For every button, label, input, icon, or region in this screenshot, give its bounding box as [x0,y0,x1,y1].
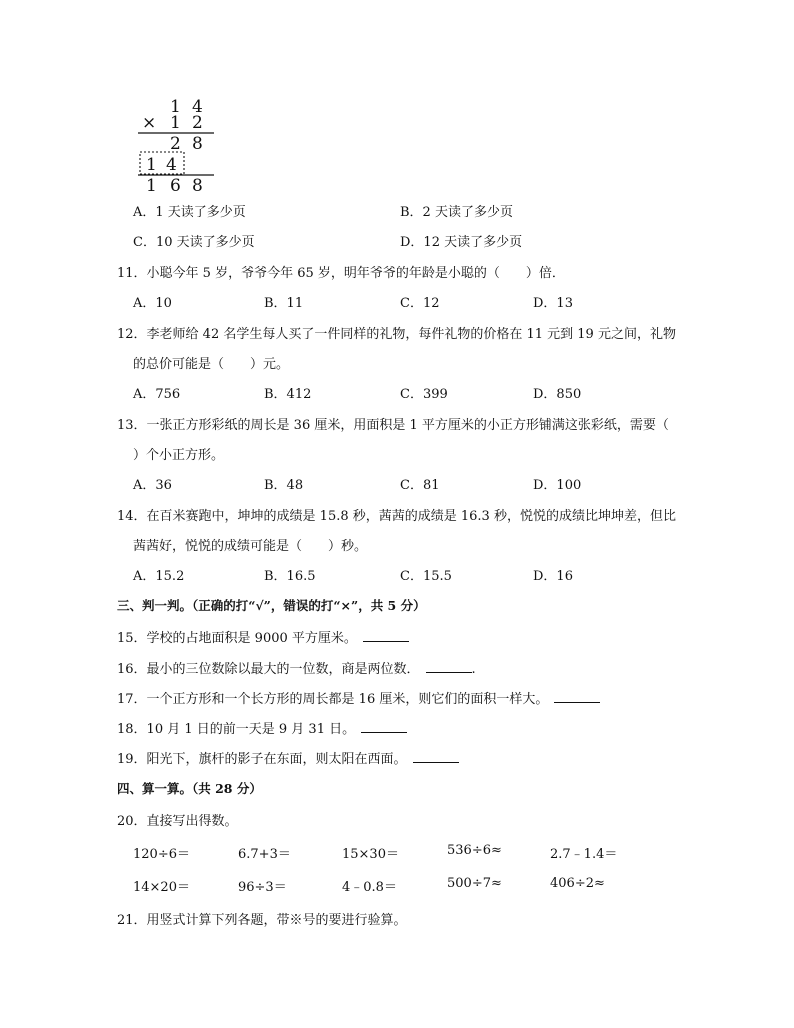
q14-line1: 14．在百米赛跑中，坤坤的成绩是 15.8 秒，茜茜的成绩是 16.3 秒，悦悦的成绩比坤坤差，但比 [117,509,676,524]
calc-item: 96÷3＝ [238,880,287,895]
fig-digit: 1 [146,155,157,175]
fig-digit: 8 [192,176,203,194]
vertical-multiplication-figure [136,96,216,194]
fig-operator: × [142,113,157,133]
q13-option-a[interactable]: A．36 [133,478,172,493]
q14-option-b[interactable]: B．16.5 [264,569,316,584]
q10-option-b[interactable]: B．2 天读了多少页 [400,205,513,220]
q11-option-d[interactable]: D．13 [533,296,573,311]
fig-digit: 4 [166,155,177,175]
calc-item: 120÷6＝ [133,847,190,862]
q12-line2: 的总价可能是（ ）元。 [133,357,290,372]
q14-option-c[interactable]: C．15.5 [400,569,452,584]
section-four-heading: 四、算一算。（共 28 分） [117,781,262,796]
q13-option-c[interactable]: C．81 [400,478,440,493]
q11-option-b[interactable]: B．11 [264,296,304,311]
judge-item-16 [117,658,476,677]
judge-text: 18．10 月 1 日的前一天是 9 月 31 日。 [117,722,356,737]
q12-option-a[interactable]: A．756 [133,387,181,402]
answer-blank[interactable] [361,720,407,733]
judge-item-15 [117,627,409,646]
answer-blank[interactable] [363,629,409,642]
judge-text: 16．最小的三位数除以最大的一位数，商是两位数． [117,662,420,677]
judge-suffix: . [471,662,476,677]
q11-text: 11．小聪今年 5 岁，爷爷今年 65 岁，明年爷爷的年龄是小聪的（ ）倍． [117,266,565,281]
q11-option-c[interactable]: C．12 [400,296,440,311]
calc-item: 500÷7≈ [447,876,502,891]
calc-item: 6.7+3＝ [238,847,291,862]
judge-item-17 [117,688,600,707]
fig-digit: 8 [192,134,203,154]
q12-option-b[interactable]: B．412 [264,387,312,402]
q13-option-d[interactable]: D．100 [533,478,582,493]
answer-blank[interactable] [413,750,459,763]
judge-text: 15．学校的占地面积是 9000 平方厘米。 [117,631,357,646]
judge-text: 19．阳光下，旗杆的影子在东面，则太阳在西面。 [117,752,407,767]
q11-option-a[interactable]: A．10 [133,296,172,311]
calc-item: 14×20＝ [133,880,190,895]
calc-item: 2.7﹣1.4＝ [550,847,618,862]
judge-item-18 [117,718,407,737]
q13-line2: ）个小正方形。 [133,448,225,463]
q13-option-b[interactable]: B．48 [264,478,304,493]
fig-digit: 1 [146,176,157,194]
q14-option-d[interactable]: D．16 [533,569,573,584]
judge-text: 17．一个正方形和一个长方形的周长都是 16 厘米，则它们的面积一样大。 [117,692,549,707]
q13-line1: 13．一张正方形彩纸的周长是 36 厘米，用面积是 1 平方厘米的小正方形铺满这张彩纸，需要（ [117,418,669,433]
q12-option-c[interactable]: C．399 [400,387,448,402]
q10-option-a[interactable]: A．1 天读了多少页 [133,205,246,220]
fig-digit: 2 [192,113,203,133]
q20-text: 20．直接写出得数。 [117,814,238,829]
fig-digit: 1 [170,97,181,117]
calc-item: 536÷6≈ [447,843,502,858]
q10-option-c[interactable]: C．10 天读了多少页 [133,235,255,250]
answer-blank[interactable] [426,660,472,673]
fig-digit: 6 [170,176,181,194]
fig-digit: 4 [192,97,203,117]
q14-line2: 茜茜好，悦悦的成绩可能是（ ）秒。 [133,539,368,554]
q12-line1: 12．李老师给 42 名学生每人买了一件同样的礼物，每件礼物的价格在 11 元到 19 元之间，礼物 [117,327,676,342]
q14-option-a[interactable]: A．15.2 [133,569,185,584]
q21-text: 21．用竖式计算下列各题，带※号的要进行验算。 [117,913,407,928]
section-three-heading: 三、判一判。（正确的打“√”，错误的打“×”，共 5 分） [117,598,426,613]
q12-option-d[interactable]: D．850 [533,387,582,402]
calc-item: 4﹣0.8＝ [342,880,397,895]
q10-option-d[interactable]: D．12 天读了多少页 [400,235,523,250]
answer-blank[interactable] [554,690,600,703]
calc-item: 406÷2≈ [550,876,605,891]
fig-digit: 2 [170,134,181,154]
judge-item-19 [117,748,459,767]
fig-digit: 1 [170,113,181,133]
calc-item: 15×30＝ [342,847,399,862]
